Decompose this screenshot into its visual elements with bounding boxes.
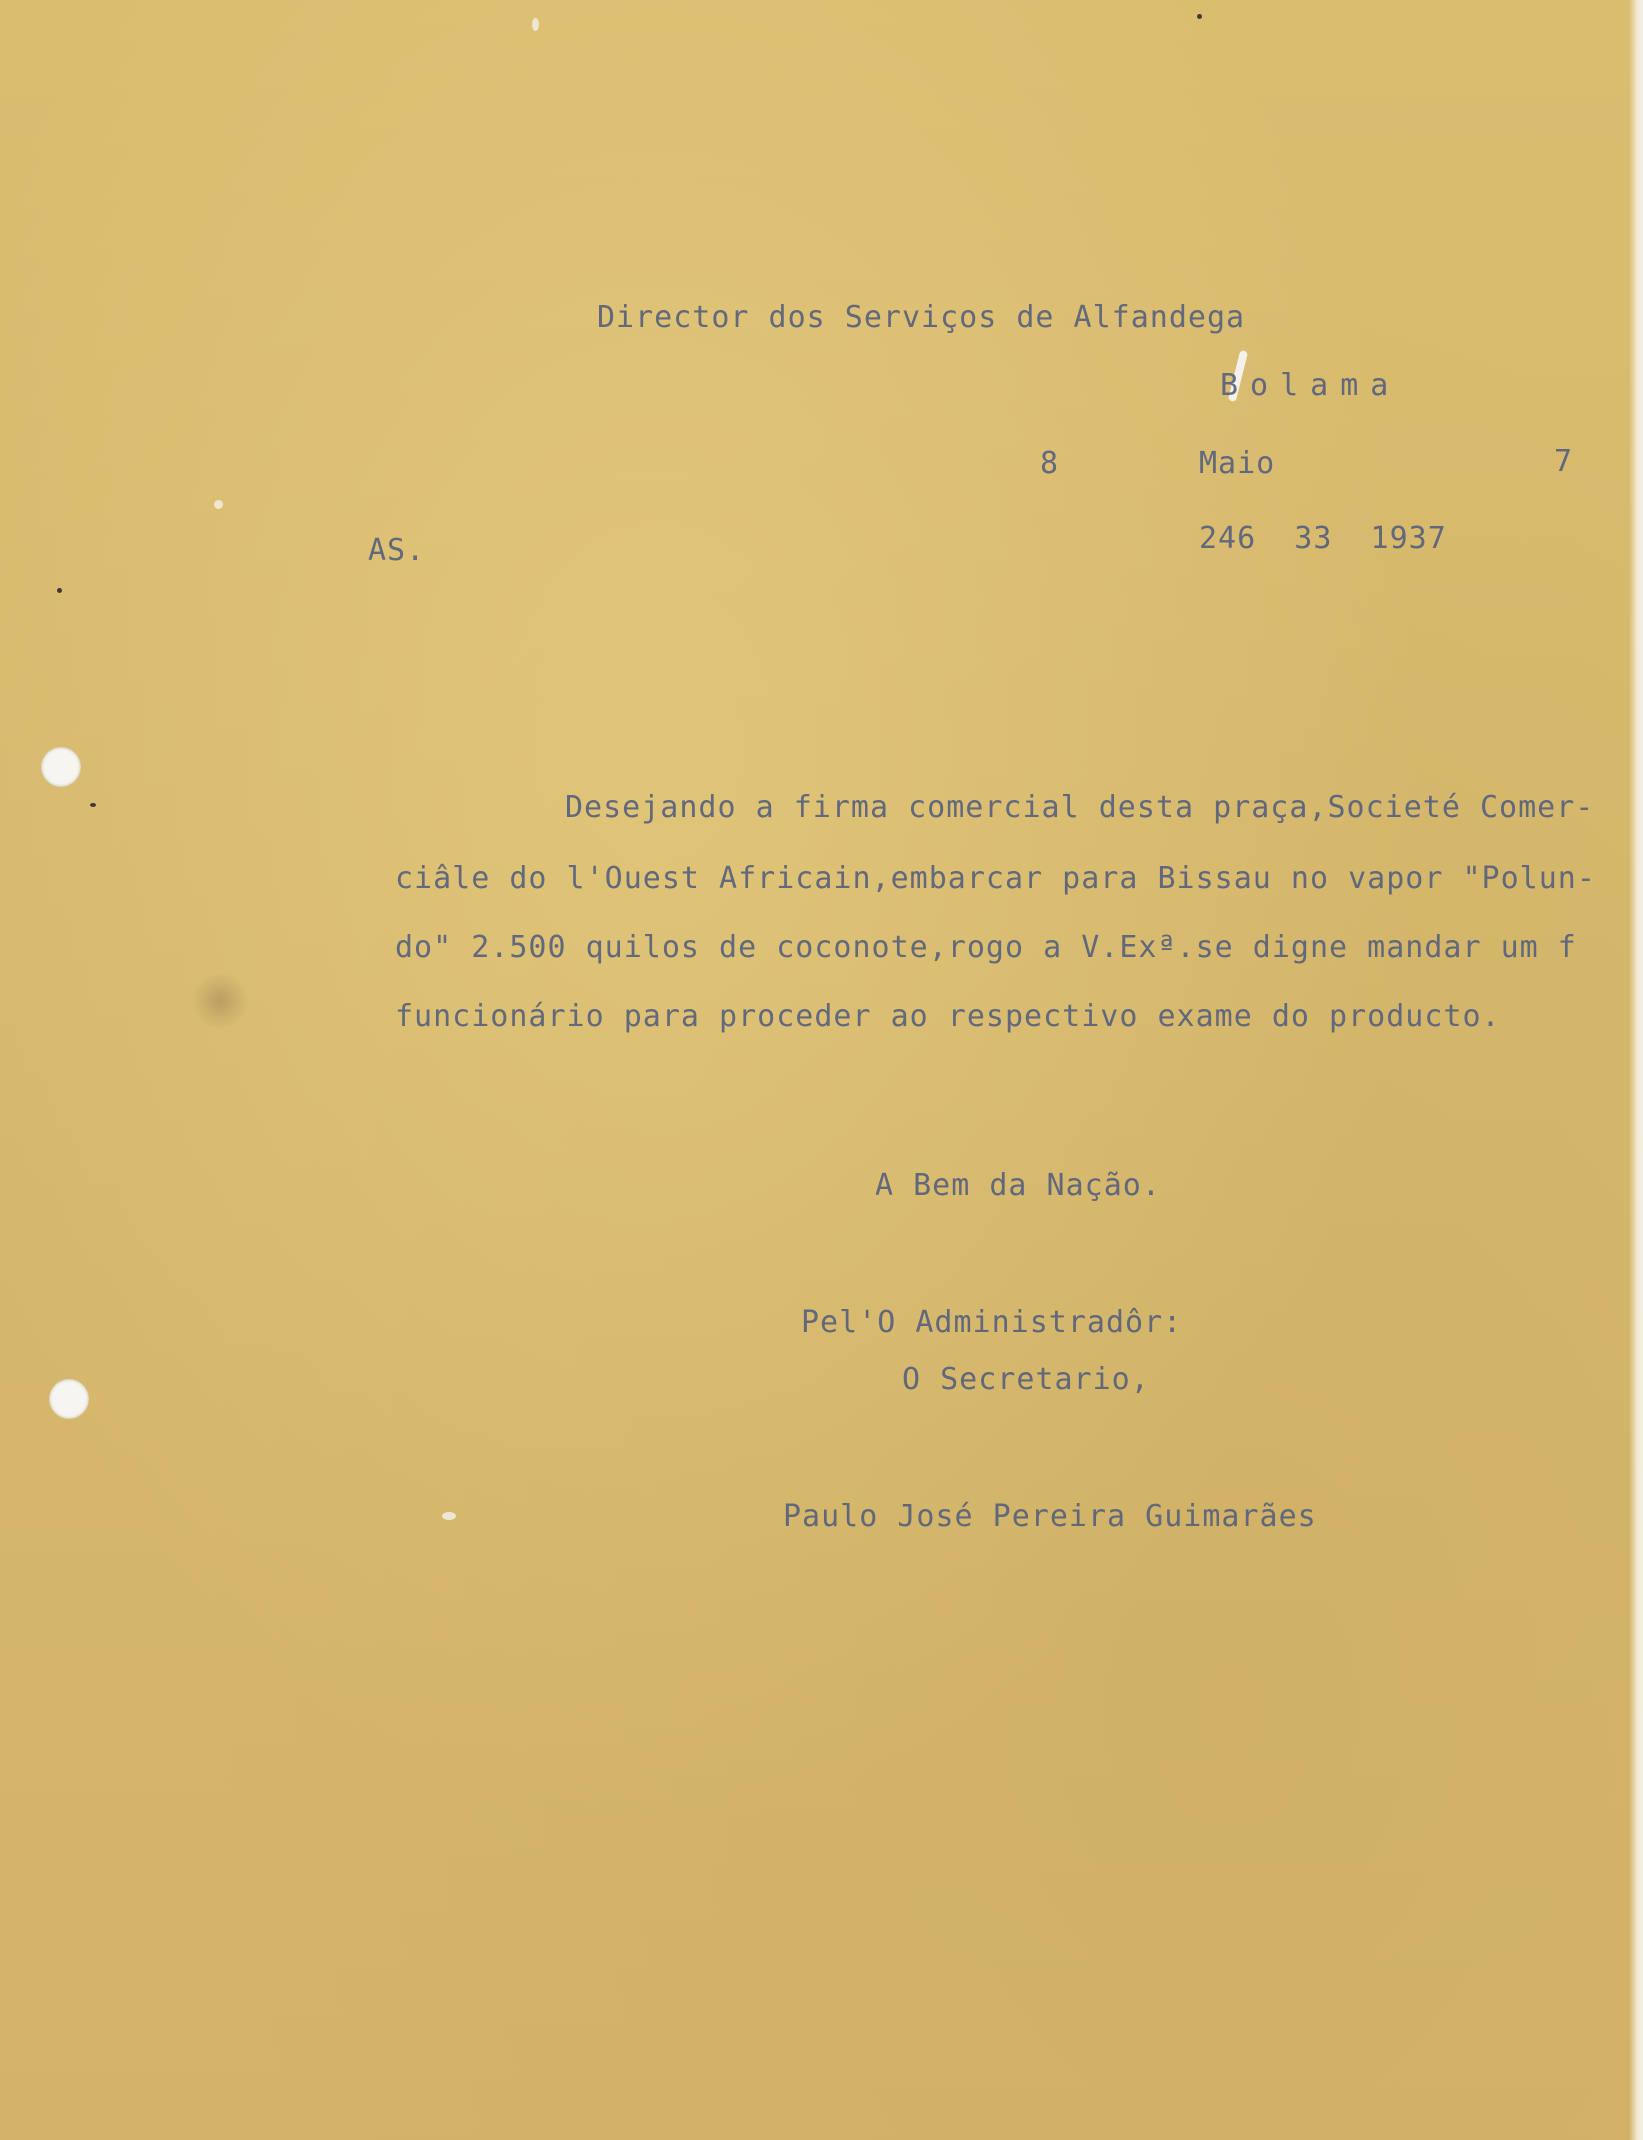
signatory-name: Paulo José Pereira Guimarães — [783, 1499, 1317, 1534]
reference-code: 246 33 1937 — [1199, 521, 1447, 556]
paper-spot — [442, 1512, 456, 1520]
recipient-line: Director dos Serviços de Alfandega — [597, 300, 1246, 335]
reference-number: 7 — [1554, 444, 1574, 479]
date-day: 8 — [1040, 446, 1060, 481]
place-line: Bolama — [1220, 368, 1401, 403]
initials: AS. — [368, 533, 426, 568]
ink-speck — [57, 588, 62, 593]
signature-title: Pel'O Administradôr: — [801, 1305, 1183, 1340]
signature-role: O Secretario, — [902, 1362, 1150, 1397]
paper-edge — [1629, 0, 1643, 2140]
closing-line: A Bem da Nação. — [875, 1168, 1161, 1203]
body-line-3: do" 2.500 quilos de coconote,rogo a V.Exª.se digne mandar um f — [395, 930, 1577, 965]
punch-hole-bottom — [49, 1379, 89, 1419]
paper-spot — [214, 500, 223, 509]
paper-stain — [190, 973, 250, 1029]
date-month: Maio — [1199, 446, 1276, 481]
ink-speck — [1197, 14, 1202, 19]
body-line-4: funcionário para proceder ao respectivo exame do producto. — [395, 999, 1501, 1034]
paper-spot — [532, 18, 539, 31]
body-line-1: Desejando a firma comercial desta praça,Societé Comer- — [565, 790, 1595, 825]
ink-speck — [90, 803, 96, 807]
punch-hole-top — [41, 747, 81, 787]
body-line-2: ciâle do l'Ouest Africain,embarcar para Bissau no vapor "Polun- — [395, 861, 1596, 896]
